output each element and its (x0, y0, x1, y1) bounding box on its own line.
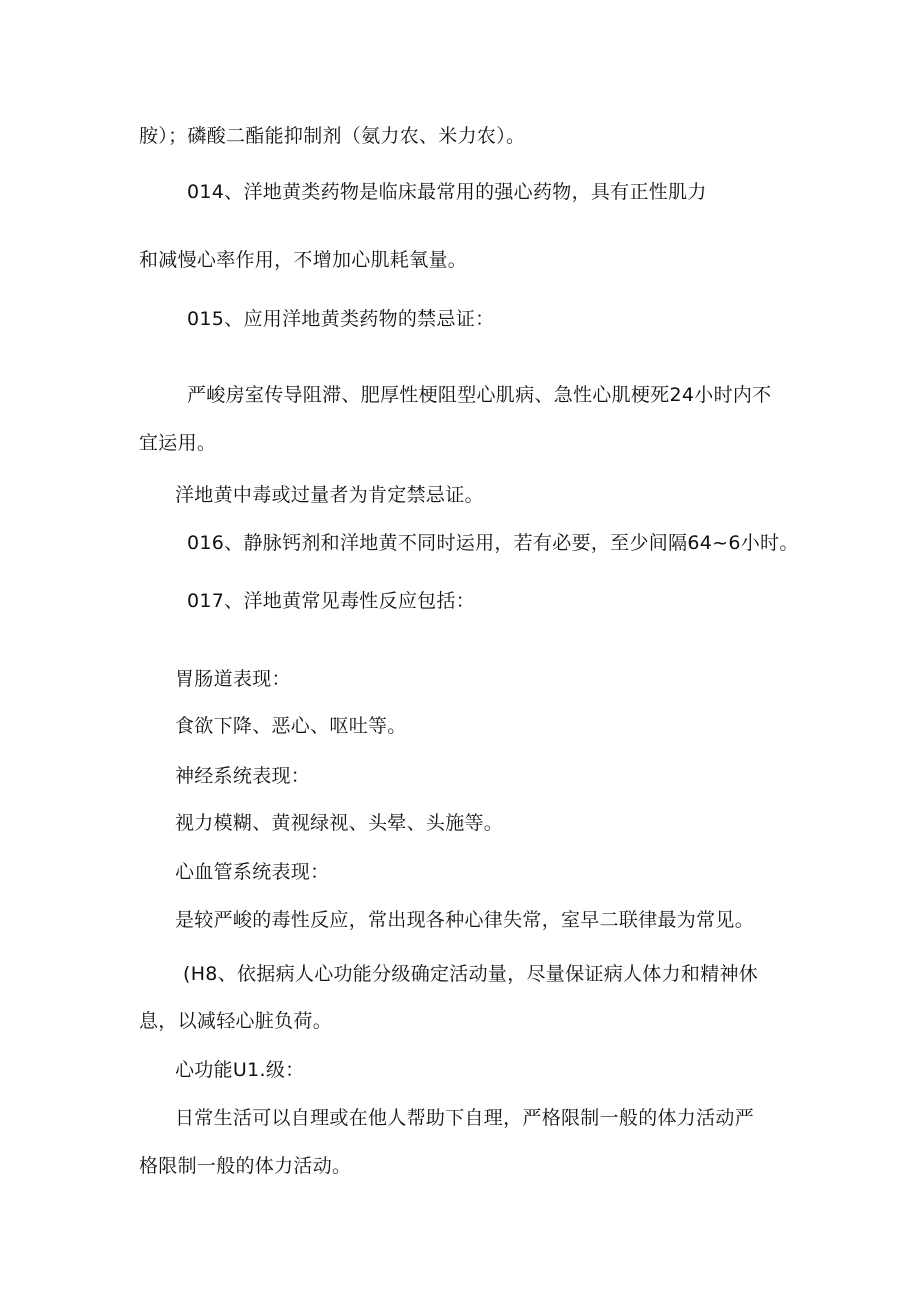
text-line-9: 017、洋地黄常见毒性反应包括： (187, 590, 476, 612)
text-line-19: 日常生活可以自理或在他人帮助下自理，严格限制一般的体力活动严 (175, 1107, 755, 1129)
text-line-3: 和减慢心率作用，不增加心肌耗氧量。 (139, 249, 468, 271)
text-line-15: 是较严峻的毒性反应，常出现各种心律失常，室早二联律最为常见。 (175, 909, 755, 931)
text-line-13: 视力模糊、黄视绿视、头晕、头施等。 (175, 812, 504, 834)
text-line-18: 心功能U1.级： (175, 1059, 305, 1081)
text-line-4: 015、应用洋地黄类药物的禁忌证： (187, 308, 495, 330)
text-line-11: 食欲下降、恶心、呕吐等。 (175, 715, 407, 737)
text-line-5: 严峻房室传导阻滞、肥厚性梗阻型心肌病、急性心肌梗死24小时内不 (187, 384, 772, 406)
text-line-8: 016、静脉钙剂和洋地黄不同时运用，若有必要，至少间隔64~6小时。 (187, 532, 799, 554)
text-line-2: 014、洋地黄类药物是临床最常用的强心药物，具有正性肌力 (187, 181, 707, 203)
text-line-14: 心血管系统表现： (175, 861, 330, 883)
text-line-1: 胺）；磷酸二酯能抑制剂（氨力农、米力农）。 (139, 125, 526, 147)
text-line-16: (H8、依据病人心功能分级确定活动量，尽量保证病人体力和精神休 (183, 963, 759, 985)
text-line-6: 宜运用。 (139, 432, 217, 454)
text-line-10: 胃肠道表现： (175, 668, 291, 690)
text-line-12: 神经系统表现： (175, 765, 311, 787)
text-line-7: 洋地黄中毒或过量者为肯定禁忌证。 (175, 484, 484, 506)
text-line-20: 格限制一般的体力活动。 (139, 1155, 352, 1177)
text-line-17: 息，以减轻心脏负荷。 (139, 1010, 333, 1032)
